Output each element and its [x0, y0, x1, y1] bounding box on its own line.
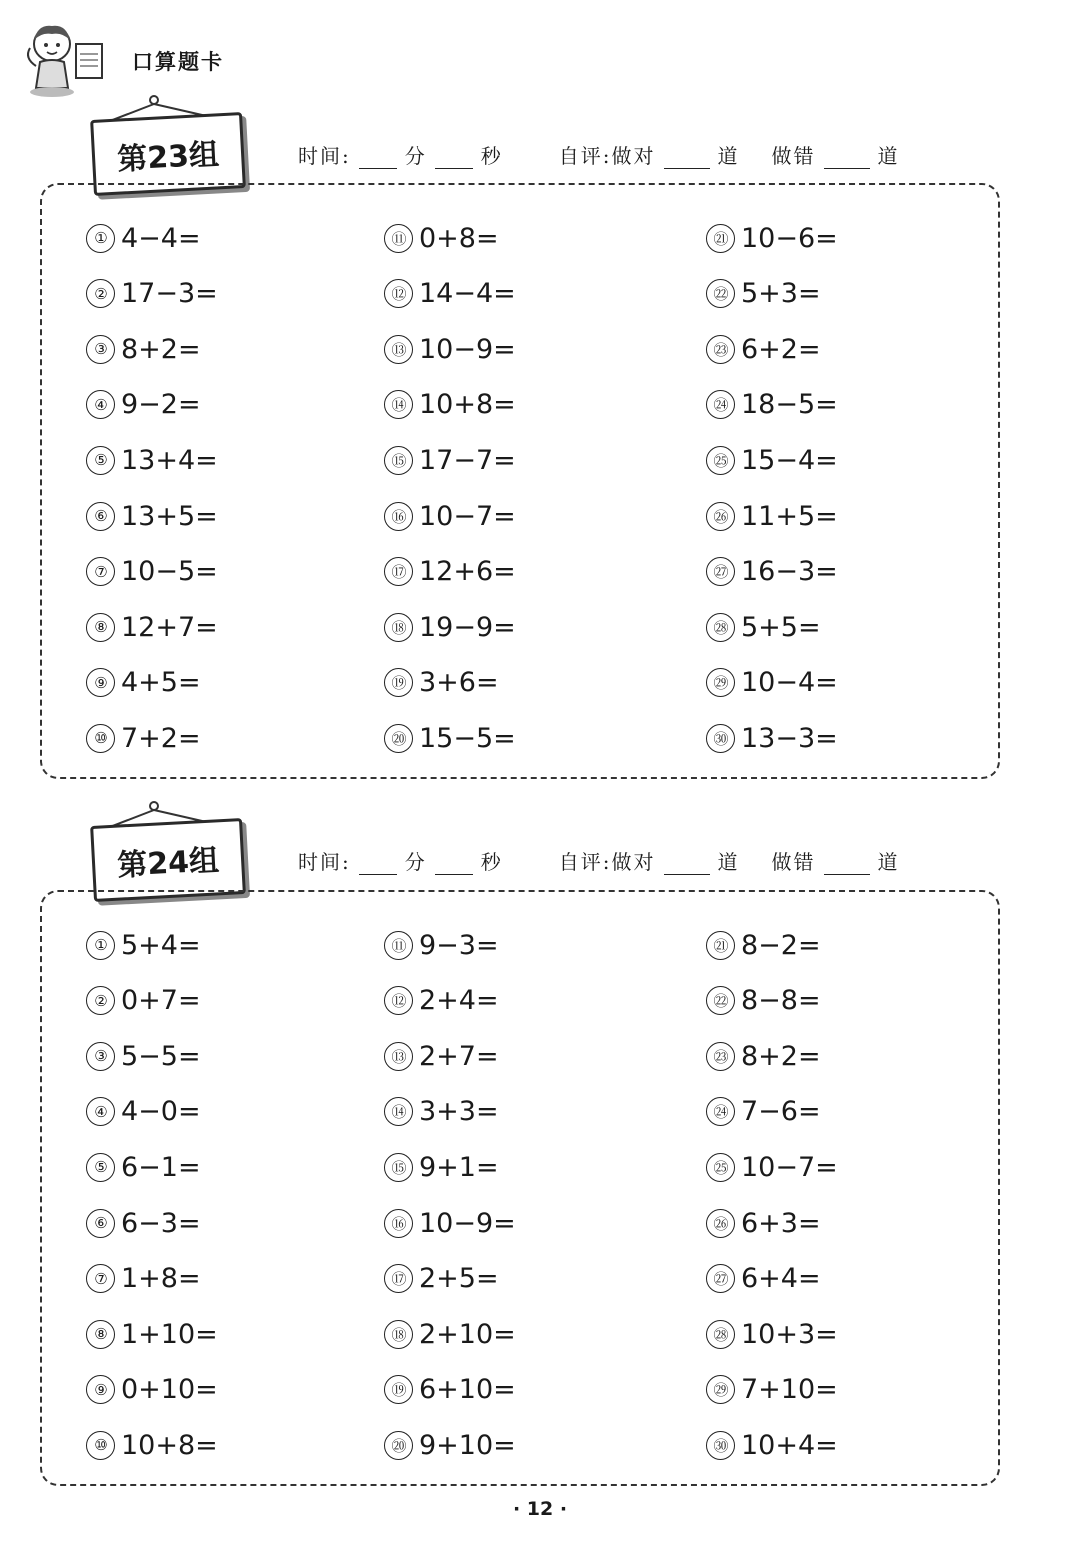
- minutes-unit: 分: [404, 144, 427, 168]
- seconds-unit: 秒: [480, 850, 503, 874]
- problem-expression[interactable]: 17−7=: [419, 444, 516, 476]
- problem-expression[interactable]: 6+2=: [741, 333, 821, 365]
- problem-expression[interactable]: 13+5=: [121, 500, 218, 532]
- problem-number: ㉒: [706, 279, 735, 308]
- problem-item: [384, 1259, 499, 1299]
- problem-expression[interactable]: 15−5=: [419, 722, 516, 754]
- problem-number: ㉕: [706, 1153, 735, 1182]
- problem-number: ⑬: [384, 1042, 413, 1071]
- problem-expression[interactable]: 4+5=: [121, 667, 201, 699]
- problem-number: ㉕: [706, 446, 735, 475]
- problem-item: [706, 1203, 821, 1243]
- correct-count-blank[interactable]: [664, 856, 710, 875]
- problem-expression[interactable]: 10+4=: [741, 1429, 838, 1461]
- problem-item: [706, 385, 838, 425]
- problem-expression[interactable]: 6−3=: [121, 1207, 201, 1239]
- problem-expression[interactable]: 9+10=: [419, 1429, 516, 1461]
- problem-item: [706, 1092, 821, 1132]
- problem-item: [86, 329, 201, 369]
- problem-number: ⑩: [86, 1431, 115, 1460]
- problem-item: [86, 1370, 218, 1410]
- problem-item: [86, 1036, 201, 1076]
- problem-number: ⑦: [86, 1264, 115, 1293]
- problem-number: ③: [86, 1042, 115, 1071]
- problem-expression[interactable]: 8−2=: [741, 929, 821, 961]
- problem-item: [384, 496, 516, 536]
- problem-expression[interactable]: 10−9=: [419, 333, 516, 365]
- problem-number: ㉚: [706, 724, 735, 753]
- problem-item: [86, 274, 218, 314]
- problem-item: [384, 925, 499, 965]
- problem-number: ⑧: [86, 1320, 115, 1349]
- problem-item: [706, 1314, 838, 1354]
- problem-expression[interactable]: 6+4=: [741, 1263, 821, 1295]
- problem-expression[interactable]: 10−7=: [741, 1151, 838, 1183]
- wrong-unit: 道: [877, 144, 900, 168]
- problem-number: ⑥: [86, 1209, 115, 1238]
- problem-expression[interactable]: 19−9=: [419, 611, 516, 643]
- problem-expression[interactable]: 9+1=: [419, 1151, 499, 1183]
- problem-expression[interactable]: 3+3=: [419, 1096, 499, 1128]
- problem-item: [706, 329, 821, 369]
- problem-number: ⑬: [384, 335, 413, 364]
- mascot-illustration: [18, 18, 110, 100]
- problem-expression[interactable]: 10+3=: [741, 1318, 838, 1350]
- problem-item: [706, 1036, 821, 1076]
- problem-number: ⑳: [384, 1431, 413, 1460]
- problem-expression[interactable]: 9−3=: [419, 929, 499, 961]
- problem-expression[interactable]: 7+2=: [121, 722, 201, 754]
- problem-item: [384, 663, 499, 703]
- problem-expression[interactable]: 18−5=: [741, 389, 838, 421]
- problem-box: [40, 890, 1000, 1486]
- problem-number: ①: [86, 931, 115, 960]
- problem-item: [384, 440, 516, 480]
- problem-expression[interactable]: 9−2=: [121, 389, 201, 421]
- problem-item: [86, 718, 201, 758]
- problem-expression[interactable]: 0+7=: [121, 985, 201, 1017]
- problem-number: ②: [86, 986, 115, 1015]
- correct-unit: 道: [717, 144, 740, 168]
- problem-item: [86, 925, 201, 965]
- problem-number: ④: [86, 1097, 115, 1126]
- problem-expression[interactable]: 12+7=: [121, 611, 218, 643]
- problem-number: ⑤: [86, 1153, 115, 1182]
- problem-expression[interactable]: 6+3=: [741, 1207, 821, 1239]
- problem-number: ⑭: [384, 390, 413, 419]
- problem-item: [86, 1092, 201, 1132]
- problem-item: [706, 663, 838, 703]
- problem-expression[interactable]: 10−6=: [741, 222, 838, 254]
- problem-grid: [42, 892, 998, 1484]
- problem-item: [86, 440, 218, 480]
- problem-box: [40, 183, 1000, 779]
- problem-expression[interactable]: 4−0=: [121, 1096, 201, 1128]
- problem-number: ㉙: [706, 1375, 735, 1404]
- problem-item: [706, 718, 838, 758]
- problem-item: [86, 218, 201, 258]
- problem-item: [706, 1147, 838, 1187]
- problem-expression[interactable]: 8+2=: [741, 1040, 821, 1072]
- problem-expression[interactable]: 5−5=: [121, 1040, 201, 1072]
- wrong-label: 做错: [771, 144, 816, 168]
- problem-number: ㉖: [706, 502, 735, 531]
- problem-item: [86, 552, 218, 592]
- problem-number: ㉗: [706, 557, 735, 586]
- problem-number: ㉔: [706, 390, 735, 419]
- problem-item: [86, 1259, 201, 1299]
- problem-number: ⑮: [384, 1153, 413, 1182]
- problem-number: ①: [86, 224, 115, 253]
- problem-item: [384, 1425, 516, 1465]
- problem-number: ㉓: [706, 1042, 735, 1071]
- problem-number: ⑪: [384, 931, 413, 960]
- problem-expression[interactable]: 12+6=: [419, 556, 516, 588]
- group-title: 第23组: [90, 112, 246, 196]
- problem-item: [384, 1203, 516, 1243]
- problem-expression[interactable]: 2+7=: [419, 1040, 499, 1072]
- problem-expression[interactable]: 0+10=: [121, 1374, 218, 1406]
- time-label: 时间:: [298, 850, 351, 874]
- problem-number: ㉗: [706, 1264, 735, 1293]
- problem-item: [706, 1259, 821, 1299]
- minutes-unit: 分: [404, 850, 427, 874]
- problem-expression[interactable]: 2+5=: [419, 1263, 499, 1295]
- problem-number: ⑲: [384, 668, 413, 697]
- problem-expression[interactable]: 5+3=: [741, 278, 821, 310]
- problem-number: ⑤: [86, 446, 115, 475]
- problem-item: [384, 329, 516, 369]
- problem-item: [384, 981, 499, 1021]
- problem-item: [86, 385, 201, 425]
- problem-item: [384, 1147, 499, 1187]
- problem-expression[interactable]: 14−4=: [419, 278, 516, 310]
- problem-number: ㉖: [706, 1209, 735, 1238]
- problem-number: ㉚: [706, 1431, 735, 1460]
- problem-item: [86, 1425, 218, 1465]
- problem-number: ⑭: [384, 1097, 413, 1126]
- problem-number: ⑲: [384, 1375, 413, 1404]
- problem-number: ⑩: [86, 724, 115, 753]
- problem-expression[interactable]: 17−3=: [121, 278, 218, 310]
- problem-item: [384, 218, 499, 258]
- problem-expression[interactable]: 3+6=: [419, 667, 499, 699]
- problem-number: ⑳: [384, 724, 413, 753]
- problem-number: ㉑: [706, 931, 735, 960]
- wrong-count-blank[interactable]: [824, 856, 870, 875]
- problem-item: [384, 718, 516, 758]
- problem-item: [706, 496, 838, 536]
- problem-number: ⑪: [384, 224, 413, 253]
- problem-item: [706, 552, 838, 592]
- problem-item: [706, 607, 821, 647]
- time-label: 时间:: [298, 144, 351, 168]
- wrong-count-blank[interactable]: [824, 150, 870, 169]
- problem-number: ④: [86, 390, 115, 419]
- problem-number: ⑱: [384, 613, 413, 642]
- problem-number: ⑫: [384, 986, 413, 1015]
- problem-expression[interactable]: 5+4=: [121, 929, 201, 961]
- page-number: · 12 ·: [512, 1498, 568, 1520]
- problem-item: [86, 607, 218, 647]
- problem-item: [384, 1314, 516, 1354]
- problem-item: [706, 925, 821, 965]
- problem-number: ②: [86, 279, 115, 308]
- problem-number: ⑨: [86, 1375, 115, 1404]
- wrong-label: 做错: [771, 850, 816, 874]
- seconds-blank[interactable]: [435, 856, 473, 875]
- group-meta: [298, 846, 900, 875]
- correct-count-blank[interactable]: [664, 150, 710, 169]
- problem-item: [384, 1370, 516, 1410]
- problem-number: ⑯: [384, 1209, 413, 1238]
- problem-item: [706, 981, 821, 1021]
- problem-number: ㉘: [706, 1320, 735, 1349]
- problem-number: ㉔: [706, 1097, 735, 1126]
- problem-expression[interactable]: 6+10=: [419, 1374, 516, 1406]
- problem-number: ㉒: [706, 986, 735, 1015]
- problem-expression[interactable]: 4−4=: [121, 222, 201, 254]
- problem-number: ⑧: [86, 613, 115, 642]
- problem-item: [706, 440, 838, 480]
- correct-unit: 道: [717, 850, 740, 874]
- problem-item: [384, 385, 516, 425]
- problem-number: ③: [86, 335, 115, 364]
- problem-expression[interactable]: 11+5=: [741, 500, 838, 532]
- problem-grid: [42, 185, 998, 777]
- minutes-blank[interactable]: [359, 856, 397, 875]
- problem-number: ⑱: [384, 1320, 413, 1349]
- problem-expression[interactable]: 10−4=: [741, 667, 838, 699]
- problem-item: [86, 1314, 218, 1354]
- problem-number: ⑮: [384, 446, 413, 475]
- problem-expression[interactable]: 10+8=: [121, 1429, 218, 1461]
- problem-expression[interactable]: 8+2=: [121, 333, 201, 365]
- problem-expression[interactable]: 0+8=: [419, 222, 499, 254]
- problem-expression[interactable]: 6−1=: [121, 1151, 201, 1183]
- problem-expression[interactable]: 2+10=: [419, 1318, 516, 1350]
- problem-expression[interactable]: 10−9=: [419, 1207, 516, 1239]
- problem-expression[interactable]: 10−5=: [121, 556, 218, 588]
- problem-number: ⑦: [86, 557, 115, 586]
- problem-expression[interactable]: 1+8=: [121, 1263, 201, 1295]
- problem-expression[interactable]: 15−4=: [741, 444, 838, 476]
- problem-expression[interactable]: 13+4=: [121, 444, 218, 476]
- problem-number: ㉑: [706, 224, 735, 253]
- problem-expression[interactable]: 1+10=: [121, 1318, 218, 1350]
- minutes-blank[interactable]: [359, 150, 397, 169]
- problem-expression[interactable]: 8−8=: [741, 985, 821, 1017]
- seconds-unit: 秒: [480, 144, 503, 168]
- problem-item: [384, 1092, 499, 1132]
- problem-number: ⑯: [384, 502, 413, 531]
- self-eval-label: 自评:做对: [558, 850, 656, 874]
- problem-item: [86, 663, 201, 703]
- problem-item: [86, 1147, 201, 1187]
- problem-expression[interactable]: 5+5=: [741, 611, 821, 643]
- problem-expression[interactable]: 10+8=: [419, 389, 516, 421]
- problem-item: [706, 274, 821, 314]
- problem-number: ㉙: [706, 668, 735, 697]
- problem-expression[interactable]: 10−7=: [419, 500, 516, 532]
- problem-expression[interactable]: 2+4=: [419, 985, 499, 1017]
- problem-number: ⑥: [86, 502, 115, 531]
- problem-item: [706, 1425, 838, 1465]
- problem-number: ⑨: [86, 668, 115, 697]
- problem-item: [86, 1203, 201, 1243]
- problem-item: [384, 274, 516, 314]
- problem-item: [706, 218, 838, 258]
- seconds-blank[interactable]: [435, 150, 473, 169]
- problem-number: ㉘: [706, 613, 735, 642]
- problem-item: [384, 552, 516, 592]
- page-header-title: 口算题卡: [132, 50, 224, 74]
- problem-number: ㉓: [706, 335, 735, 364]
- self-eval-label: 自评:做对: [558, 144, 656, 168]
- problem-expression[interactable]: 13−3=: [741, 722, 838, 754]
- problem-item: [86, 496, 218, 536]
- problem-number: ⑰: [384, 557, 413, 586]
- problem-item: [706, 1370, 838, 1410]
- group-meta: [298, 140, 900, 169]
- problem-item: [384, 1036, 499, 1076]
- wrong-unit: 道: [877, 850, 900, 874]
- problem-expression[interactable]: 16−3=: [741, 556, 838, 588]
- problem-expression[interactable]: 7+10=: [741, 1374, 838, 1406]
- problem-number: ⑰: [384, 1264, 413, 1293]
- problem-item: [384, 607, 516, 647]
- problem-expression[interactable]: 7−6=: [741, 1096, 821, 1128]
- group-title: 第24组: [90, 818, 246, 902]
- problem-item: [86, 981, 201, 1021]
- problem-number: ⑫: [384, 279, 413, 308]
